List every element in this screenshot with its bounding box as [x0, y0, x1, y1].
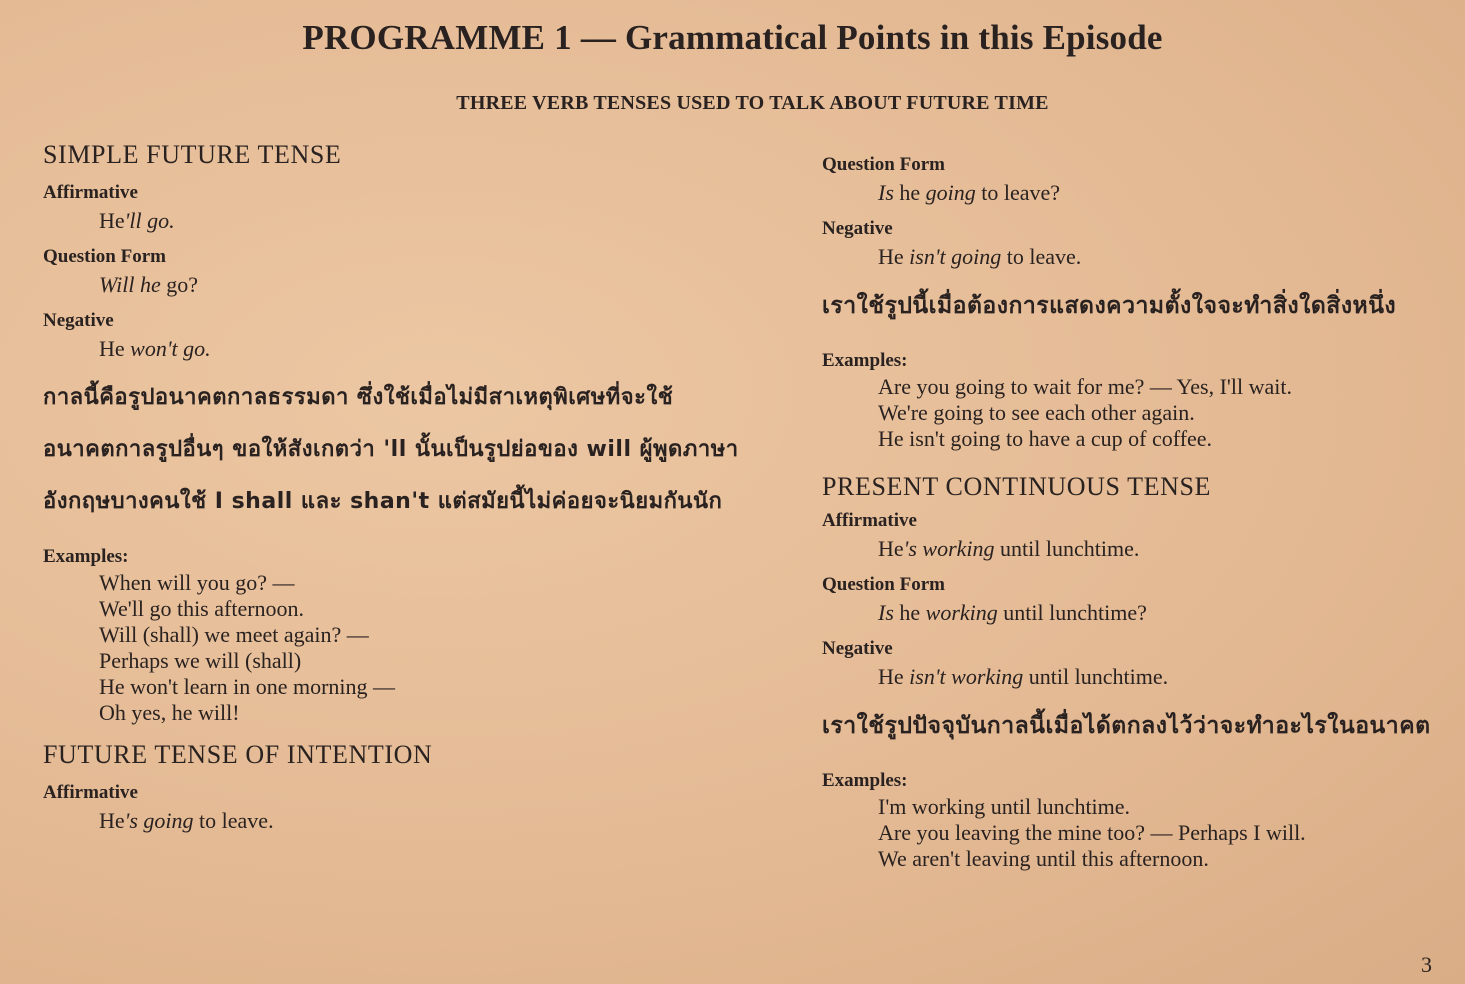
continuous-question-label: Question Form [822, 574, 945, 595]
left-column [43, 140, 763, 844]
simple-negative-example: He won't go. [99, 336, 211, 361]
continuous-affirmative-example: He's working until lunchtime. [878, 536, 1140, 561]
list-item: Are you going to wait for me? — Yes, I'll wait. [878, 374, 1292, 399]
intention-affirmative-label: Affirmative [43, 782, 138, 803]
list-item: We'll go this afternoon. [99, 596, 305, 621]
intention-examples-label: Examples: [822, 350, 908, 371]
continuous-negative-label: Negative [822, 638, 893, 659]
intention-negative-example: He isn't going to leave. [878, 244, 1082, 269]
list-item: He isn't going to have a cup of coffee. [878, 426, 1213, 451]
intention-negative-label: Negative [822, 218, 893, 239]
page-subtitle: THREE VERB TENSES USED TO TALK ABOUT FUTURE TIME [456, 92, 1049, 114]
list-item: When will you go? — [99, 570, 295, 595]
continuous-examples-label: Examples: [822, 770, 908, 791]
right-column [822, 152, 1442, 882]
simple-examples-label: Examples: [43, 546, 129, 567]
simple-affirmative-label: Affirmative [43, 182, 138, 203]
intention-question-label: Question Form [822, 154, 945, 175]
continuous-examples-list [878, 794, 1442, 872]
continuous-negative-example: He isn't working until lunchtime. [878, 664, 1169, 689]
list-item: Will (shall) we meet again? — [99, 622, 369, 647]
simple-thai-explanation: กาลนี้คือรูปอนาคตกาลธรรมดา ซึ่งใช้เมื่อไม่มีสาเหตุพิเศษที่จะใช้อนาคตกาลรูปอื่นๆ ขอให้สังเกตว่า 'll นั้นเป็นรูปย่อของ will ผู้พูดภาษาอังกฤษบางคนใช้ I shall และ shan't แต่สมัยนี้ไม่ค่อยจะนิยมกันนัก [43, 385, 739, 514]
simple-negative-label: Negative [43, 310, 114, 331]
continuous-question-example: Is he working until lunchtime? [878, 600, 1147, 625]
list-item: He won't learn in one morning — [99, 674, 396, 699]
list-item: Perhaps we will (shall) [99, 648, 302, 673]
list-item: Are you leaving the mine too? — Perhaps I will. [878, 820, 1306, 845]
intention-question-example: Is he going to leave? [878, 180, 1061, 205]
list-item: I'm working until lunchtime. [878, 794, 1131, 819]
simple-question-label: Question Form [43, 246, 166, 267]
intention-thai-explanation: เราใช้รูปนี้เมื่อต้องการแสดงความตั้งใจจะทำสิ่งใดสิ่งหนึ่ง [822, 293, 1397, 319]
intention-examples-list [878, 374, 1442, 452]
simple-question-example: Will he go? [99, 272, 198, 297]
page-title: PROGRAMME 1 — Grammatical Points in this Episode [302, 18, 1163, 57]
simple-future-heading: SIMPLE FUTURE TENSE [43, 140, 342, 169]
simple-affirmative-example: He'll go. [99, 208, 175, 233]
list-item: We aren't leaving until this afternoon. [878, 846, 1209, 871]
page-number: 3 [1421, 952, 1432, 977]
intention-affirmative-example: He's going to leave. [99, 808, 274, 833]
continuous-thai-explanation: เราใช้รูปปัจจุบันกาลนี้เมื่อได้ตกลงไว้ว่าจะทำอะไรในอนาคต [822, 713, 1431, 739]
continuous-heading: PRESENT CONTINUOUS TENSE [822, 472, 1212, 501]
list-item: Oh yes, he will! [99, 700, 240, 725]
list-item: We're going to see each other again. [878, 400, 1195, 425]
intention-heading: FUTURE TENSE OF INTENTION [43, 740, 433, 769]
continuous-affirmative-label: Affirmative [822, 510, 917, 531]
simple-examples-list [99, 570, 763, 726]
